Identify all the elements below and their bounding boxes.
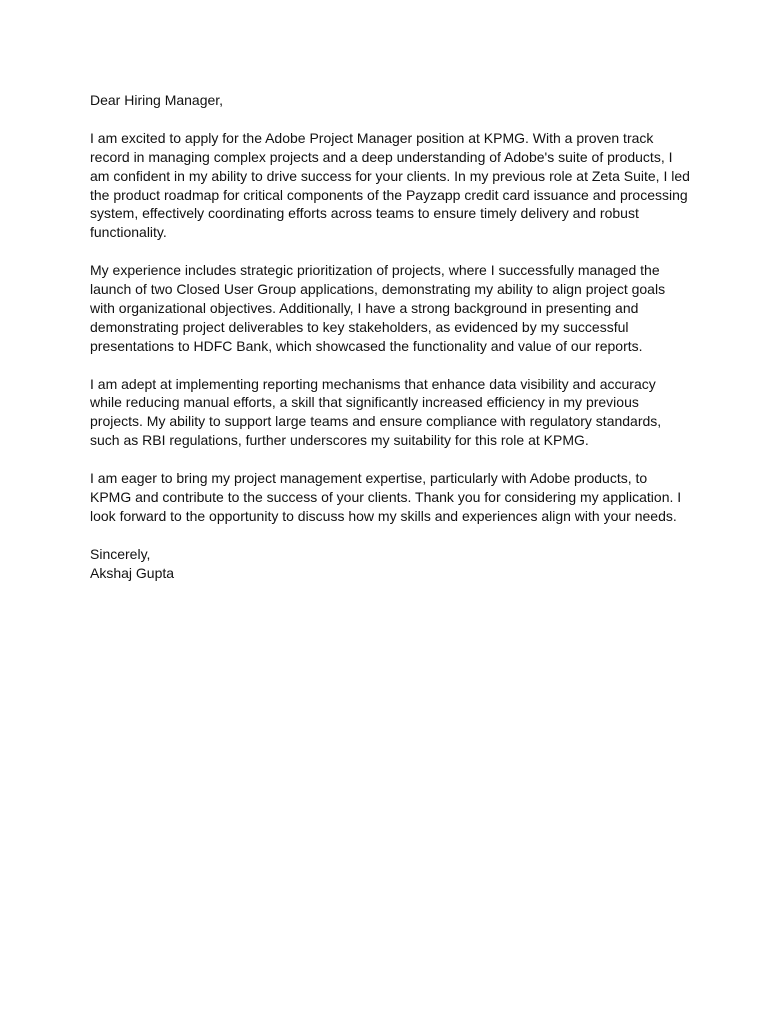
body-paragraph-1: I am excited to apply for the Adobe Project Manager position at KPMG. With a proven track record in managing complex projects and a deep understanding of Adobe's suite of products, I am confident in my ability to drive success for your clients. In my previous role at Zeta Suite, I led the product roadmap for critical components of the Payzapp credit card issuance and processing system, effectively coordinating efforts across teams to ensure timely delivery and robust functionality. bbox=[90, 129, 690, 241]
salutation: Dear Hiring Manager, bbox=[90, 92, 224, 108]
closing-block bbox=[90, 545, 690, 583]
body-paragraph-2: My experience includes strategic prioritization of projects, where I successfully managed the launch of two Closed User Group applications, demonstrating my ability to align project goals with organizational objectives. Additionally, I have a strong background in presenting and demonstrating project deliverables to key stakeholders, as evidenced by my successful presentations to HDFC Bank, which showcased the functionality and value of our reports. bbox=[90, 262, 666, 354]
body-paragraph-3: I am adept at implementing reporting mechanisms that enhance data visibility and accuracy while reducing manual efforts, a skill that significantly increased efficiency in my previous projects. My ability to support large teams and ensure compliance with regulatory standards, such as RBI regulations, further underscores my suitability for this role at KPMG. bbox=[90, 375, 662, 449]
body-paragraph-4: I am eager to bring my project management expertise, particularly with Adobe products, to KPMG and contribute to the success of your clients. Thank you for considering my application. I look forward to the opportunity to discuss how my skills and experiences align with your needs. bbox=[90, 470, 682, 524]
signature-name: Akshaj Gupta bbox=[90, 564, 175, 581]
cover-letter bbox=[90, 91, 690, 582]
closing: Sincerely, bbox=[90, 545, 151, 562]
